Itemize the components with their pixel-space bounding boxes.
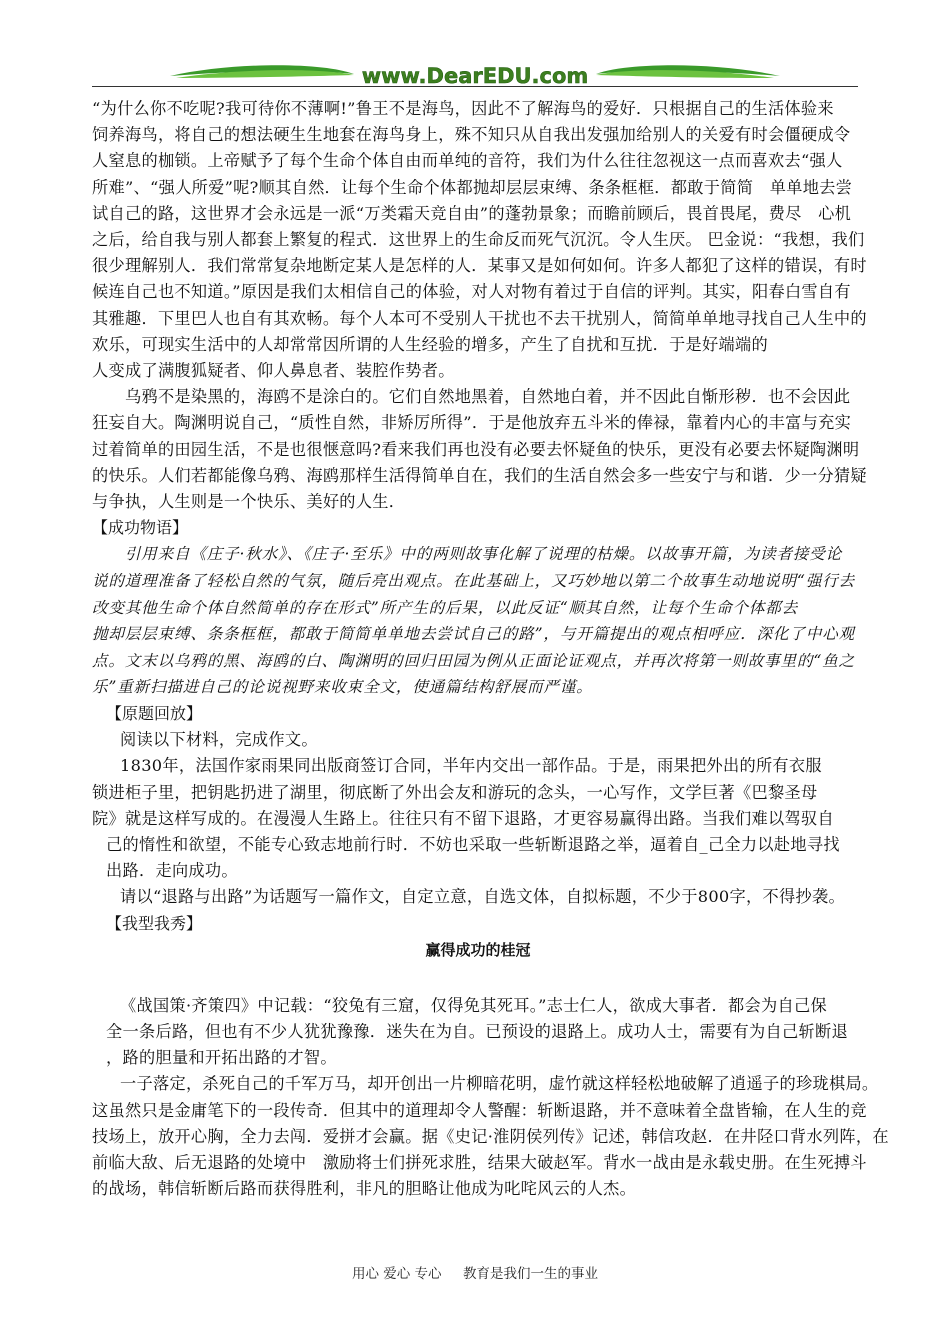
paragraph-line: 阅读以下材料，完成作文。: [120, 730, 318, 750]
commentary-line: 引用来自《庄子·秋水》、《庄子·至乐》中的两则故事化解了说理的枯燥。以故事开篇，为读者接受论: [92, 545, 843, 564]
paragraph-line: 的战场，韩信斩断后路而获得胜利，非凡的胆略让他成为叱咤风云的人杰。: [92, 1179, 637, 1199]
paragraph-line: 人窒息的枷锁。上帝赋予了每个生命个体自由而单纯的音符，我们为什么往往忽视这一点而喜欢去“强人: [92, 151, 843, 171]
paragraph-line: “为什么你不吃呢?我可待你不薄啊!”鲁王不是海鸟，因此不了解海鸟的爱好．只根据自己的生活体验来: [92, 99, 834, 118]
paragraph-line: 饲养海鸟，将自己的想法硬生生地套在海鸟身上，殊不知只从自我出发强加给别人的关爱有时会僵硬成令: [92, 125, 851, 145]
paragraph-line: 1830年，法国作家雨果同出版商签订合同，半年内交出一部作品。于是，雨果把外出的所有衣服: [120, 756, 822, 776]
header-divider: [92, 86, 858, 87]
page-footer: 用心 爱心 专心 教育是我们一生的事业: [351, 1266, 599, 1282]
paragraph-line: 与争执，人生则是一个快乐、美好的人生．: [92, 492, 406, 512]
commentary-line: 改变其他生命个体自然简单的存在形式”所产生的后果，以此反证“顺其自然，让每个生命个体都去: [92, 598, 799, 617]
essay-title: 赢得成功的桂冠: [425, 940, 531, 959]
paragraph-line: 院》就是这样写成的。在漫漫人生路上。往往只有不留下退路，才更容易赢得出路。当我们难以驾驭自: [92, 808, 834, 828]
document-body: [92, 96, 889, 1202]
section-heading-success: 【成功物语】: [92, 518, 189, 538]
site-logo-banner: [92, 58, 858, 88]
paragraph-line: 试自己的路，这世界才会永远是一派“万类霜天竞自由”的蓬勃景象；而瞻前顾后，畏首畏尾，费尽 心机: [92, 203, 852, 223]
paragraph-line: 锁进柜子里，把钥匙扔进了湖里，彻底断了外出会友和游玩的念头，一心写作，文学巨著《巴黎圣母: [92, 782, 818, 802]
paragraph-line: 己的惰性和欲望，不能专心致志地前行时．不妨也采取一些斩断退路之举，逼着自_己全力以赴地寻找: [106, 835, 840, 855]
section-heading-show: 【我型我秀】: [106, 913, 203, 933]
paragraph-line: 所难”、“强人所爱”呢?顺其自然．让每个生命个体都抛却层层束缚、条条框框．都敢于简简 单单地去尝: [92, 177, 853, 197]
paragraph-line: 前临大敌、后无退路的处境中 激励将士们拼死求胜，结果大破赵军。背水一战由是永载史册。在生死搏斗: [92, 1153, 867, 1173]
paragraph-line: 这虽然只是金庸笔下的一段传奇．但其中的道理却令人警醒：斩断退路，并不意味着全盘皆输，在人生的竞: [92, 1100, 867, 1120]
paragraph-line: 《战国策·齐策四》中记载：“狡兔有三窟，仅得免其死耳。”志士仁人，欲成大事者．都会为自己保: [120, 995, 827, 1015]
paragraph-line: 乌鸦不是染黑的，海鸥不是涂白的。它们自然地黑着，自然地白着，并不因此自惭形秽．也不会因此: [92, 387, 851, 407]
paragraph-line: 请以“退路与出路”为话题写一篇作文，自定立意，自选文体，自拟标题，不少于800字，不得抄袭。: [120, 887, 845, 907]
paragraph-line: 候连自己也不知道。”原因是我们太相信自己的体验，对人对物有着过于自信的评判。其实，阳春白雪自有: [92, 282, 851, 302]
paragraph-line: 其雅趣．下里巴人也自有其欢畅。每个人本可不受别人干扰也不去干扰别人，简简单单地寻找自己人生中的: [92, 308, 867, 328]
commentary-line: 说的道理准备了轻松自然的气氛，随后亮出观点。在此基础上，又巧妙地以第二个故事生动地说明“强行去: [92, 572, 855, 591]
commentary-line: 点。文末以乌鸦的黑、海鸥的白、陶渊明的回归田园为例从正面论证观点，并再次将第一则故事里的“鱼之: [92, 651, 855, 670]
site-name: www.DearEDU.com: [361, 64, 589, 88]
paragraph-line: 全一条后路，但也有不少人犹犹豫豫．迷失在为自。已预设的退路上。成功人士，需要有为自己斩断退: [106, 1022, 848, 1042]
paragraph-line: 出路．走向成功。: [106, 861, 238, 881]
paragraph-line: 之后，给自我与别人都套上繁复的程式．这世界上的生命反而死气沉沉。令人生厌。 巴金说：“我想，我们: [92, 230, 865, 250]
section-heading-original: 【原题回放】: [106, 704, 203, 724]
commentary-line: 抛却层层束缚、条条框框，都敢于简简单单地去尝试自己的路”，与开篇提出的观点相呼应．深化了中心观: [92, 625, 855, 644]
paragraph-line: ，路的胆量和开拓出路的才智。: [106, 1048, 337, 1068]
paragraph-line: 过着简单的田园生活，不是也很惬意吗?看来我们再也没有必要去怀疑鱼的快乐，更没有必要去怀疑陶渊明: [92, 439, 860, 459]
paragraph-line: 一子落定，杀死自己的千军万马，却开创出一片柳暗花明，虚竹就这样轻松地破解了逍遥子的珍珑棋局。: [120, 1074, 879, 1094]
paragraph-line: 很少理解别人．我们常常复杂地断定某人是怎样的人．某事又是如何如何。许多人都犯了这样的错误，有时: [92, 256, 867, 276]
paragraph-line: 欢乐，可现实生活中的人却常常因所谓的人生经验的增多，产生了自扰和互扰．于是好端端的: [92, 334, 768, 354]
paragraph-line: 的快乐。人们若都能像乌鸦、海鸥那样生活得简单自在，我们的生活自然会多一些安宁与和谐．少一分猜疑: [92, 465, 867, 485]
paragraph-line: 技场上，放开心胸，全力去闯．爱拼才会赢。据《史记·淮阴侯列传》记述，韩信攻赵．在井陉口背水列阵，在: [92, 1126, 889, 1146]
paragraph-line: 狂妄自大。陶渊明说自己，“质性自然，非矫厉所得”．于是他放弃五斗米的俸禄，靠着内心的丰富与充实: [92, 413, 852, 433]
commentary-line: 乐”重新扫描进自己的论说视野来收束全文，使通篇结构舒展而严谨。: [92, 678, 593, 697]
paragraph-line: 人变成了满腹狐疑者、仰人鼻息者、装腔作势者。: [92, 361, 455, 381]
